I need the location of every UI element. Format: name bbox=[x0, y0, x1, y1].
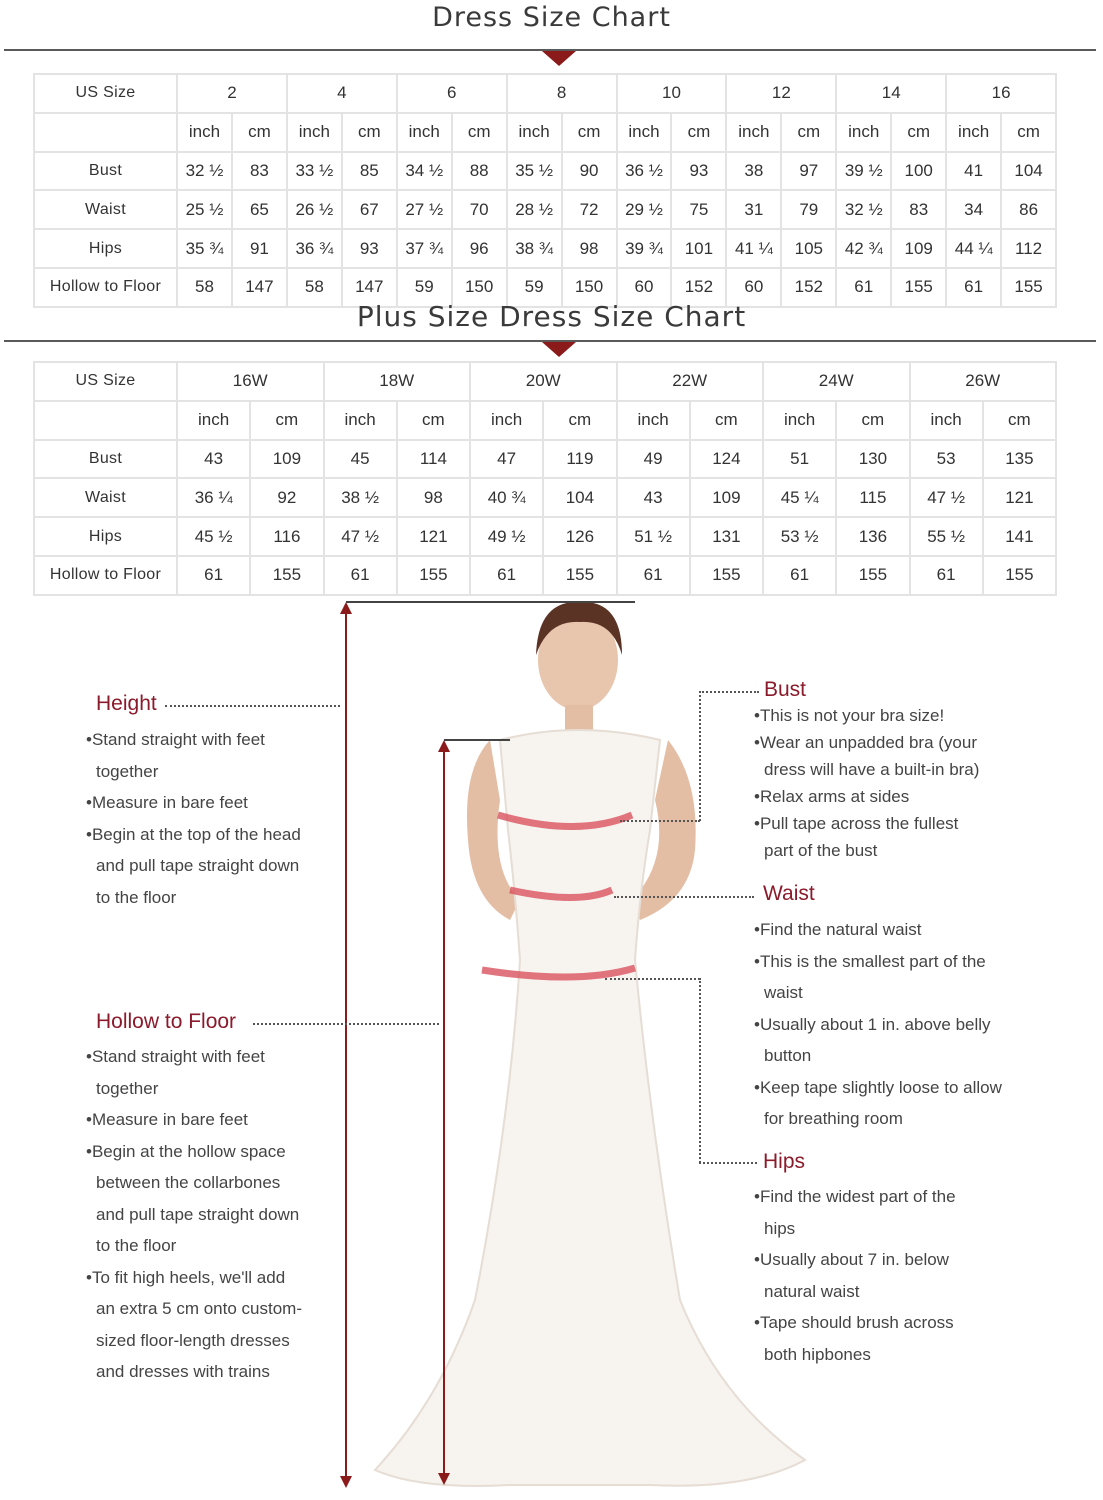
value-cell: 55 ½ bbox=[910, 517, 983, 556]
value-cell: 135 bbox=[983, 440, 1056, 479]
value-cell: 59 bbox=[397, 268, 452, 307]
hips-notes bbox=[754, 1181, 956, 1370]
unit-inch-cell: inch bbox=[177, 401, 250, 440]
unit-inch-cell: inch bbox=[946, 113, 1001, 152]
value-cell: 41 ¼ bbox=[726, 229, 781, 268]
unit-inch-cell: inch bbox=[726, 113, 781, 152]
waist-leader bbox=[614, 896, 754, 898]
value-cell: 70 bbox=[452, 190, 507, 229]
value-cell: 96 bbox=[452, 229, 507, 268]
table-row bbox=[34, 190, 1056, 229]
value-cell: 34 ½ bbox=[397, 152, 452, 191]
unit-cm-cell: cm bbox=[342, 113, 397, 152]
note-line: •This is the smallest part of the bbox=[754, 951, 986, 971]
value-cell: 28 ½ bbox=[507, 190, 562, 229]
dress-size-chart-title: Dress Size Chart bbox=[432, 2, 671, 33]
value-cell: 150 bbox=[452, 268, 507, 307]
value-cell: 152 bbox=[781, 268, 836, 307]
plus-size-table bbox=[33, 361, 1057, 596]
value-cell: 29 ½ bbox=[617, 190, 672, 229]
bust-heading: Bust bbox=[764, 678, 807, 701]
value-cell: 36 ¾ bbox=[287, 229, 342, 268]
note-line: and dresses with trains bbox=[96, 1362, 270, 1381]
plus-size-chart-title: Plus Size Dress Size Chart bbox=[356, 300, 747, 333]
value-cell: 109 bbox=[250, 440, 323, 479]
note-line: •Begin at the hollow space bbox=[86, 1141, 286, 1161]
bust-notes bbox=[754, 702, 979, 864]
value-cell: 45 ½ bbox=[177, 517, 250, 556]
note-line: both hipbones bbox=[764, 1344, 871, 1364]
height-heading: Height bbox=[96, 692, 157, 715]
value-cell: 39 ½ bbox=[836, 152, 891, 191]
unit-cm-cell: cm bbox=[562, 113, 617, 152]
hollow-to-floor-heading: Hollow to Floor bbox=[96, 1010, 237, 1033]
value-cell: 109 bbox=[891, 229, 946, 268]
value-cell: 65 bbox=[232, 190, 287, 229]
value-cell: 75 bbox=[671, 190, 726, 229]
value-cell: 119 bbox=[543, 440, 616, 479]
table-row bbox=[34, 556, 1056, 595]
note-line: •To fit high heels, we'll add bbox=[86, 1267, 286, 1287]
note-line: between the collarbones bbox=[96, 1173, 281, 1192]
unit-cm-cell: cm bbox=[452, 113, 507, 152]
value-cell: 104 bbox=[543, 478, 616, 517]
unit-inch-cell: inch bbox=[507, 113, 562, 152]
unit-inch-cell: inch bbox=[470, 401, 543, 440]
value-cell: 152 bbox=[671, 268, 726, 307]
value-cell: 90 bbox=[562, 152, 617, 191]
value-cell: 92 bbox=[250, 478, 323, 517]
unit-inch-cell: inch bbox=[910, 401, 983, 440]
height-leader bbox=[165, 705, 340, 707]
waist-notes bbox=[754, 914, 1002, 1135]
value-cell: 72 bbox=[562, 190, 617, 229]
divider-notch-plus bbox=[542, 342, 576, 357]
value-cell: 51 ½ bbox=[617, 517, 690, 556]
value-cell: 42 ¾ bbox=[836, 229, 891, 268]
value-cell: 61 bbox=[470, 556, 543, 595]
size-header-cell: 22W bbox=[617, 362, 764, 401]
size-header-row bbox=[34, 362, 1056, 401]
table-row bbox=[34, 478, 1056, 517]
divider-notch bbox=[542, 51, 576, 66]
value-cell: 116 bbox=[250, 517, 323, 556]
note-line: •Find the natural waist bbox=[754, 920, 922, 939]
table-row bbox=[34, 517, 1056, 556]
hips-leader-v bbox=[699, 978, 701, 1163]
waist-heading: Waist bbox=[763, 882, 815, 905]
value-cell: 38 ¾ bbox=[507, 229, 562, 268]
value-cell: 58 bbox=[287, 268, 342, 307]
note-line: •This is not your bra size! bbox=[754, 706, 945, 725]
value-cell: 85 bbox=[342, 152, 397, 191]
size-header-cell: 20W bbox=[470, 362, 617, 401]
note-line: waist bbox=[764, 983, 803, 1002]
value-cell: 32 ½ bbox=[836, 190, 891, 229]
note-line: •Begin at the top of the head bbox=[86, 824, 301, 844]
value-cell: 114 bbox=[397, 440, 470, 479]
note-line: •Usually about 7 in. below bbox=[754, 1250, 949, 1269]
value-cell: 26 ½ bbox=[287, 190, 342, 229]
value-cell: 40 ¾ bbox=[470, 478, 543, 517]
height-measure-line bbox=[330, 598, 650, 1493]
hips-leader-h bbox=[605, 978, 700, 980]
note-line: an extra 5 cm onto custom- bbox=[96, 1299, 302, 1318]
value-cell: 51 bbox=[763, 440, 836, 479]
unit-cm-cell: cm bbox=[543, 401, 616, 440]
value-cell: 79 bbox=[781, 190, 836, 229]
note-line: to the floor bbox=[96, 1236, 177, 1255]
hips-leader-h2 bbox=[699, 1162, 757, 1164]
value-cell: 37 ¾ bbox=[397, 229, 452, 268]
value-cell: 141 bbox=[983, 517, 1056, 556]
value-cell: 155 bbox=[250, 556, 323, 595]
value-cell: 155 bbox=[983, 556, 1056, 595]
value-cell: 47 ½ bbox=[910, 478, 983, 517]
value-cell: 43 bbox=[617, 478, 690, 517]
value-cell: 136 bbox=[836, 517, 909, 556]
value-cell: 83 bbox=[232, 152, 287, 191]
value-cell: 155 bbox=[397, 556, 470, 595]
note-line: •Tape should brush across bbox=[754, 1313, 954, 1332]
size-header-row bbox=[34, 74, 1056, 113]
value-cell: 115 bbox=[836, 478, 909, 517]
value-cell: 86 bbox=[1001, 190, 1056, 229]
table-row bbox=[34, 152, 1056, 191]
unit-cm-cell: cm bbox=[983, 401, 1056, 440]
value-cell: 61 bbox=[324, 556, 397, 595]
note-line: together bbox=[96, 1078, 159, 1098]
value-cell: 61 bbox=[177, 556, 250, 595]
unit-cm-cell: cm bbox=[836, 401, 909, 440]
unit-inch-cell: inch bbox=[177, 113, 232, 152]
value-cell: 35 ½ bbox=[507, 152, 562, 191]
value-cell: 93 bbox=[342, 229, 397, 268]
value-cell: 44 ¼ bbox=[946, 229, 1001, 268]
value-cell: 101 bbox=[671, 229, 726, 268]
size-label-cell: US Size bbox=[34, 74, 177, 113]
value-cell: 59 bbox=[507, 268, 562, 307]
row-label-cell: Hollow to Floor bbox=[34, 556, 177, 595]
size-header-cell: 16W bbox=[177, 362, 324, 401]
value-cell: 121 bbox=[983, 478, 1056, 517]
value-cell: 47 ½ bbox=[324, 517, 397, 556]
size-header-cell: 14 bbox=[836, 74, 946, 113]
value-cell: 38 ½ bbox=[324, 478, 397, 517]
value-cell: 104 bbox=[1001, 152, 1056, 191]
value-cell: 39 ¾ bbox=[617, 229, 672, 268]
note-line: •Stand straight with feet bbox=[86, 1047, 265, 1066]
value-cell: 60 bbox=[726, 268, 781, 307]
note-line: •Measure in bare feet bbox=[86, 793, 248, 812]
unit-header-row bbox=[34, 113, 1056, 152]
note-line: •Measure in bare feet bbox=[86, 1110, 248, 1129]
note-line: dress will have a built-in bra) bbox=[764, 760, 980, 779]
hips-heading: Hips bbox=[763, 1150, 806, 1173]
value-cell: 131 bbox=[690, 517, 763, 556]
value-cell: 100 bbox=[891, 152, 946, 191]
value-cell: 45 ¼ bbox=[763, 478, 836, 517]
value-cell: 61 bbox=[946, 268, 1001, 307]
unit-inch-cell: inch bbox=[617, 113, 672, 152]
row-label-cell: Hollow to Floor bbox=[34, 268, 177, 307]
value-cell: 33 ½ bbox=[287, 152, 342, 191]
value-cell: 93 bbox=[671, 152, 726, 191]
unit-inch-cell: inch bbox=[763, 401, 836, 440]
unit-inch-cell: inch bbox=[397, 113, 452, 152]
note-line: button bbox=[764, 1046, 812, 1065]
unit-cm-cell: cm bbox=[397, 401, 470, 440]
note-line: •Usually about 1 in. above belly bbox=[754, 1014, 991, 1034]
size-label-cell: US Size bbox=[34, 362, 177, 401]
value-cell: 41 bbox=[946, 152, 1001, 191]
value-cell: 147 bbox=[342, 268, 397, 307]
note-line: to the floor bbox=[96, 887, 177, 907]
value-cell: 49 ½ bbox=[470, 517, 543, 556]
note-line: and pull tape straight down bbox=[96, 1204, 300, 1224]
value-cell: 61 bbox=[763, 556, 836, 595]
size-header-cell: 24W bbox=[763, 362, 910, 401]
row-label-cell: Waist bbox=[34, 478, 177, 517]
note-line: •Relax arms at sides bbox=[754, 787, 910, 806]
size-header-cell: 18W bbox=[324, 362, 471, 401]
value-cell: 67 bbox=[342, 190, 397, 229]
value-cell: 97 bbox=[781, 152, 836, 191]
value-cell: 38 bbox=[726, 152, 781, 191]
hollow-leader bbox=[253, 1023, 439, 1025]
note-line: sized floor-length dresses bbox=[96, 1330, 290, 1350]
note-line: for breathing room bbox=[764, 1109, 903, 1128]
value-cell: 126 bbox=[543, 517, 616, 556]
value-cell: 121 bbox=[397, 517, 470, 556]
hollow-notes bbox=[86, 1041, 302, 1388]
blank-cell bbox=[34, 401, 177, 440]
value-cell: 49 bbox=[617, 440, 690, 479]
size-header-cell: 8 bbox=[507, 74, 617, 113]
value-cell: 25 ½ bbox=[177, 190, 232, 229]
value-cell: 53 bbox=[910, 440, 983, 479]
value-cell: 61 bbox=[910, 556, 983, 595]
value-cell: 32 ½ bbox=[177, 152, 232, 191]
unit-cm-cell: cm bbox=[690, 401, 763, 440]
value-cell: 43 bbox=[177, 440, 250, 479]
row-label-cell: Hips bbox=[34, 517, 177, 556]
unit-inch-cell: inch bbox=[836, 113, 891, 152]
value-cell: 60 bbox=[617, 268, 672, 307]
value-cell: 124 bbox=[690, 440, 763, 479]
table-row bbox=[34, 440, 1056, 479]
value-cell: 155 bbox=[1001, 268, 1056, 307]
value-cell: 91 bbox=[232, 229, 287, 268]
value-cell: 34 bbox=[946, 190, 1001, 229]
row-label-cell: Bust bbox=[34, 440, 177, 479]
value-cell: 53 ½ bbox=[763, 517, 836, 556]
size-header-cell: 2 bbox=[177, 74, 287, 113]
note-line: part of the bust bbox=[764, 841, 878, 860]
size-header-cell: 12 bbox=[726, 74, 836, 113]
unit-inch-cell: inch bbox=[324, 401, 397, 440]
note-line: natural waist bbox=[764, 1281, 860, 1301]
size-header-cell: 4 bbox=[287, 74, 397, 113]
value-cell: 105 bbox=[781, 229, 836, 268]
size-header-cell: 16 bbox=[946, 74, 1056, 113]
unit-cm-cell: cm bbox=[891, 113, 946, 152]
note-line: •Stand straight with feet bbox=[86, 730, 265, 749]
value-cell: 61 bbox=[836, 268, 891, 307]
value-cell: 58 bbox=[177, 268, 232, 307]
value-cell: 36 ¼ bbox=[177, 478, 250, 517]
value-cell: 155 bbox=[891, 268, 946, 307]
value-cell: 155 bbox=[690, 556, 763, 595]
unit-cm-cell: cm bbox=[671, 113, 726, 152]
unit-inch-cell: inch bbox=[287, 113, 342, 152]
size-header-cell: 26W bbox=[910, 362, 1057, 401]
value-cell: 35 ¾ bbox=[177, 229, 232, 268]
row-label-cell: Bust bbox=[34, 152, 177, 191]
height-notes bbox=[86, 724, 301, 913]
value-cell: 150 bbox=[562, 268, 617, 307]
blank-cell bbox=[34, 113, 177, 152]
value-cell: 130 bbox=[836, 440, 909, 479]
value-cell: 47 bbox=[470, 440, 543, 479]
row-label-cell: Waist bbox=[34, 190, 177, 229]
note-line: •Wear an unpadded bra (your bbox=[754, 733, 978, 752]
value-cell: 109 bbox=[690, 478, 763, 517]
size-header-cell: 10 bbox=[617, 74, 727, 113]
unit-header-row bbox=[34, 401, 1056, 440]
note-line: and pull tape straight down bbox=[96, 856, 300, 875]
value-cell: 155 bbox=[836, 556, 909, 595]
value-cell: 112 bbox=[1001, 229, 1056, 268]
value-cell: 98 bbox=[397, 478, 470, 517]
row-label-cell: Hips bbox=[34, 229, 177, 268]
size-header-cell: 6 bbox=[397, 74, 507, 113]
table-row bbox=[34, 229, 1056, 268]
dress-size-table bbox=[33, 73, 1057, 308]
note-line: together bbox=[96, 761, 159, 781]
value-cell: 83 bbox=[891, 190, 946, 229]
value-cell: 98 bbox=[562, 229, 617, 268]
unit-cm-cell: cm bbox=[232, 113, 287, 152]
value-cell: 36 ½ bbox=[617, 152, 672, 191]
note-line: •Keep tape slightly loose to allow bbox=[754, 1077, 1002, 1097]
unit-cm-cell: cm bbox=[250, 401, 323, 440]
unit-cm-cell: cm bbox=[1001, 113, 1056, 152]
value-cell: 61 bbox=[617, 556, 690, 595]
note-line: •Pull tape across the fullest bbox=[754, 814, 959, 833]
note-line: hips bbox=[764, 1218, 796, 1238]
value-cell: 45 bbox=[324, 440, 397, 479]
note-line: •Find the widest part of the bbox=[754, 1187, 956, 1206]
bust-leader-h bbox=[699, 691, 759, 693]
bust-leader-h2 bbox=[620, 820, 700, 822]
value-cell: 27 ½ bbox=[397, 190, 452, 229]
unit-cm-cell: cm bbox=[781, 113, 836, 152]
value-cell: 31 bbox=[726, 190, 781, 229]
value-cell: 88 bbox=[452, 152, 507, 191]
value-cell: 155 bbox=[543, 556, 616, 595]
unit-inch-cell: inch bbox=[617, 401, 690, 440]
bust-leader-v bbox=[699, 691, 701, 821]
value-cell: 147 bbox=[232, 268, 287, 307]
